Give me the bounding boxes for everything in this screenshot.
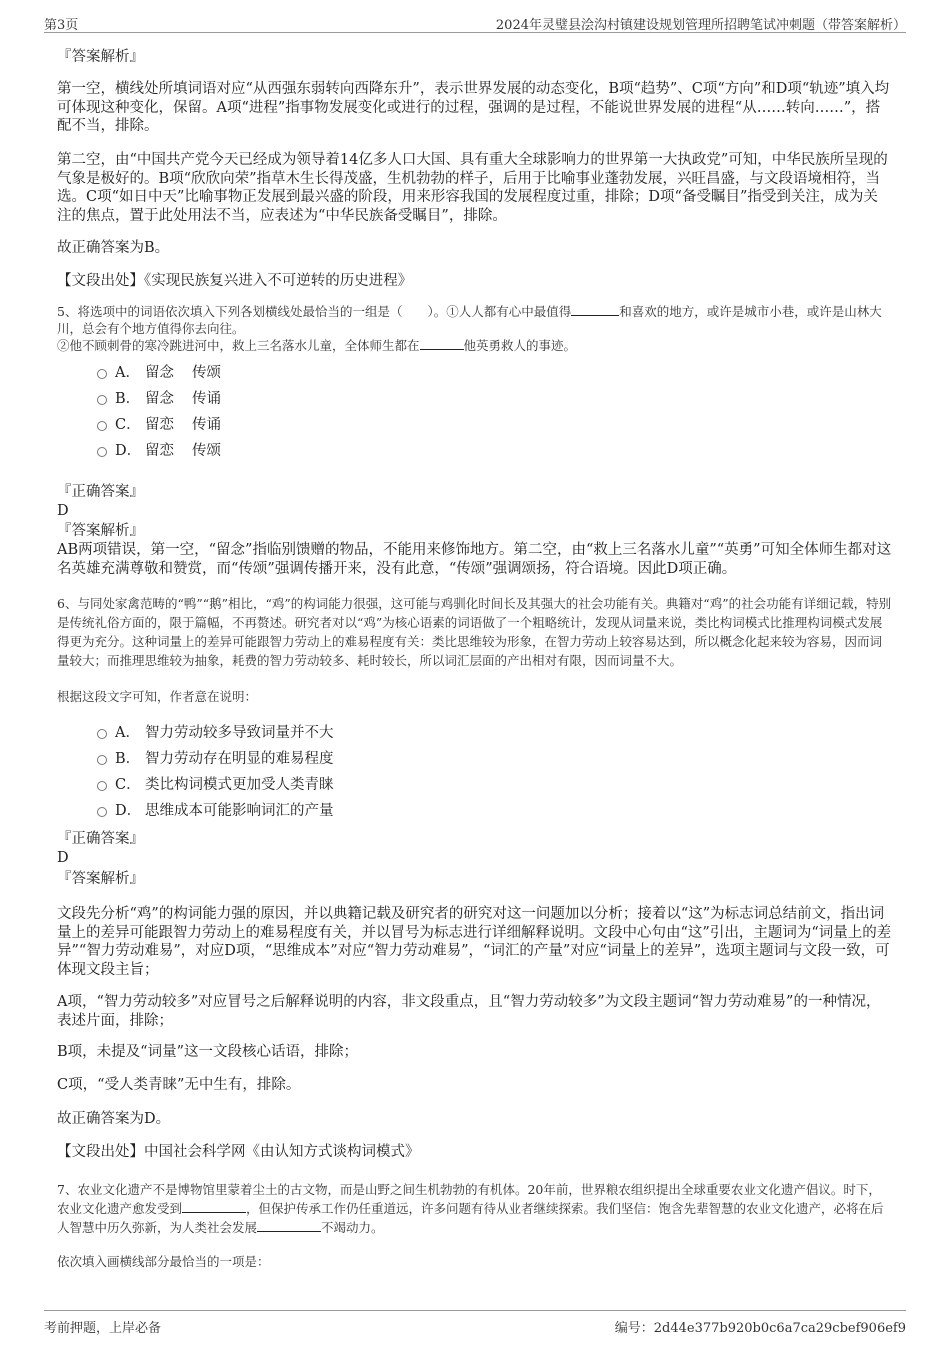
document-serial: 编号：2d44e377b920b0c6a7ca29cbef906ef9 (614, 1321, 906, 1336)
q6-conclusion: 故正确答案为D。 (57, 1111, 171, 1127)
q5-stem (57, 303, 892, 354)
q6-option-b[interactable] (97, 749, 334, 769)
blank-line (571, 303, 619, 316)
option-text: 类比构词模式更加受人类青睐 (145, 777, 334, 793)
q5-stem-part-1: 5、将选项中的词语依次填入下列各划横线处最恰当的一组是（ ）。①人人都有心中最值得 (57, 304, 572, 319)
blank-line (257, 1219, 321, 1232)
document-title: 2024年灵璧县浍沟村镇建设规划管理所招聘笔试冲刺题（带答案解析） (495, 18, 906, 33)
radio-icon[interactable] (97, 807, 107, 817)
q6-option-a[interactable] (97, 723, 334, 743)
q5-answer: D (57, 503, 69, 519)
q7-stem (57, 1180, 892, 1237)
radio-icon[interactable] (97, 369, 107, 379)
q5-answer-label: 『正确答案』 (57, 484, 144, 500)
q6-option-c[interactable] (97, 775, 334, 795)
q6-source: 【文段出处】中国社会科学网《由认知方式谈构词模式》 (57, 1144, 420, 1160)
q4-analysis-label: 『答案解析』 (57, 49, 144, 65)
q4-conclusion: 故正确答案为B。 (57, 240, 170, 256)
q6-analysis-paragraph-3: B项，未提及“词量”这一文段核心话语，排除； (57, 1044, 358, 1060)
radio-icon[interactable] (97, 395, 107, 405)
radio-icon[interactable] (97, 729, 107, 739)
q6-stem: 6、与同处家禽范畴的“鸭”“鹅”相比，“鸡”的构词能力很强，这可能与鸡驯化时间长及其强大的社会功能有关。典籍对“鸡”的社会功能有详细记载，特别是传统礼俗方面的，限于篇幅，不再赘述。研究者对以“鸡”为核心语素的词语做了一个粗略统计，发现从词量来说，类比构词模式比推理构词模式发展得更为充分。这种词量上的差异可能跟智力劳动上的难易程度有关：类比思维较为形象，在智力劳动上较容易达到，所以概念化起来较为容易，因而词量较大；而推理思维较为抽象，耗费的智力劳动较多、耗时较长，所以词汇层面的产出相对有限，因而词量不大。 (57, 596, 892, 668)
option-word-2: 传诵 (192, 417, 221, 433)
option-letter: D． (115, 443, 142, 459)
option-word-2: 传颂 (192, 443, 221, 459)
footer-slogan: 考前押题，上岸必备 (44, 1321, 162, 1336)
q6-answer-label: 『正确答案』 (57, 831, 144, 847)
q5-analysis-label: 『答案解析』 (57, 523, 144, 539)
page-header (44, 10, 906, 33)
q6-answer: D (57, 850, 69, 866)
q4-source: 【文段出处】《实现民族复兴进入不可逆转的历史进程》 (57, 273, 413, 289)
q6-analysis-paragraph-4: C项，“受人类青睐”无中生有，排除。 (57, 1077, 301, 1093)
radio-icon[interactable] (97, 781, 107, 791)
q5-analysis: AB两项错误，第一空，“留念”指临别馈赠的物品，不能用来修饰地方。第二空，由“救上三名落水儿童”“英勇”可知全体师生都对这名英雄充满尊敬和赞赏，而“传颂”强调传播开来，没有此意，“传颂”强调颂扬，符合语境。因此D项正确。 (57, 542, 892, 577)
option-letter: C． (115, 777, 141, 793)
option-word-1: 留恋 (145, 443, 174, 459)
q6-analysis-paragraph-2: A项，“智力劳动较多”对应冒号之后解释说明的内容，非文段重点，且“智力劳动较多”为文段主题词“智力劳动难易”的一种情况，表述片面，排除； (57, 994, 881, 1029)
option-letter: A． (115, 365, 140, 381)
q5-option-c[interactable] (97, 415, 239, 435)
option-letter: B． (115, 391, 141, 407)
q7-stem-part-2: ，但保护传承工作仍任重道远，许多问题有待从业者继续探索。我们坚信：饱含先辈智慧的农业文化遗产，必将在后人智慧中历久弥新，为人类社会发展 (57, 1201, 884, 1235)
option-word-1: 留念 (145, 391, 174, 407)
q7-question: 依次填入画横线部分最恰当的一项是： (57, 1254, 270, 1269)
q6-option-d[interactable] (97, 801, 334, 821)
option-word-2: 传诵 (192, 391, 221, 407)
blank-line (182, 1200, 246, 1213)
q5-option-a[interactable] (97, 363, 239, 383)
option-word-1: 留恋 (145, 417, 174, 433)
q6-analysis-label: 『答案解析』 (57, 871, 144, 887)
q7-stem-part-1: 7、农业文化遗产不是博物馆里蒙着尘土的古文物，而是山野之间生机勃勃的有机体。20年前，世界粮农组织提出全球重要农业文化遗产倡议。时下，农业文化遗产愈发受到 (57, 1182, 881, 1216)
radio-icon[interactable] (97, 421, 107, 431)
q5-stem-part-4: 他英勇救人的事迹。 (463, 338, 577, 353)
q6-question: 根据这段文字可知，作者意在说明： (57, 689, 258, 704)
option-letter: D． (115, 803, 142, 819)
option-text: 思维成本可能影响词汇的产量 (145, 803, 334, 819)
q7-stem-part-3: 不竭动力。 (321, 1220, 384, 1235)
q5-option-b[interactable] (97, 389, 239, 409)
radio-icon[interactable] (97, 755, 107, 765)
q4-analysis-paragraph-1: 第一空，横线处所填词语对应“从西强东弱转向西降东升”，表示世界发展的动态变化，B项“趋势”、C项“方向”和D项“轨迹”填入均可体现这种变化，保留。A项“进程”指事物发展变化或进行的过程，强调的是过程，不能说世界发展的进程“从……转向……”，搭配不当，排除。 (57, 81, 890, 134)
option-letter: A． (115, 725, 140, 741)
blank-line (420, 337, 464, 350)
page-number: 第3页 (44, 18, 79, 33)
q5-stem-part-2: 和喜欢的地方，或许是城市小巷，或许是山林大川，总会有个地方值得你去向往。 (57, 304, 882, 336)
option-text: 智力劳动较多导致词量并不大 (145, 725, 334, 741)
q5-option-d[interactable] (97, 441, 239, 461)
option-word-1: 留念 (145, 365, 174, 381)
q6-analysis-paragraph-1: 文段先分析“鸡”的构词能力强的原因，并以典籍记载及研究者的研究对这一问题加以分析；接着以“这”为标志词总结前文，指出词量上的差异可能跟智力劳动上的难易程度有关，并以冒号为标志进行详细解释说明。文段中心句由“这”引出，主题词为“词量上的差异”“智力劳动难易”，对应D项，“思维成本”对应“智力劳动难易”，“词汇的产量”对应“词量上的差异”，选项主题词与文段一致，可体现文段主旨； (57, 906, 892, 978)
option-letter: C． (115, 417, 141, 433)
q5-stem-part-3: ②他不顾刺骨的寒冷跳进河中，救上三名落水儿童，全体师生都在 (57, 338, 420, 353)
q4-analysis-paragraph-2: 第二空，由“中国共产党今天已经成为领导着14亿多人口大国、具有重大全球影响力的世界第一大执政党”可知，中华民族所呈现的气象是极好的。B项“欣欣向荣”指草木生长得茂盛，生机勃勃的样子，后用于比喻事业蓬勃发展，兴旺昌盛，与文段语境相符，当选。C项“如日中天”比喻事物正发展到最兴盛的阶段，用来形容我国的发展程度过重，排除；D项“备受瞩目”指受到关注，成为关注的焦点，置于此处用法不当，应表述为“中华民族备受瞩目”，排除。 (57, 152, 888, 224)
option-word-2: 传颂 (192, 365, 221, 381)
option-letter: B． (115, 751, 141, 767)
option-text: 智力劳动存在明显的难易程度 (145, 751, 334, 767)
radio-icon[interactable] (97, 447, 107, 457)
page-footer (44, 1310, 906, 1337)
